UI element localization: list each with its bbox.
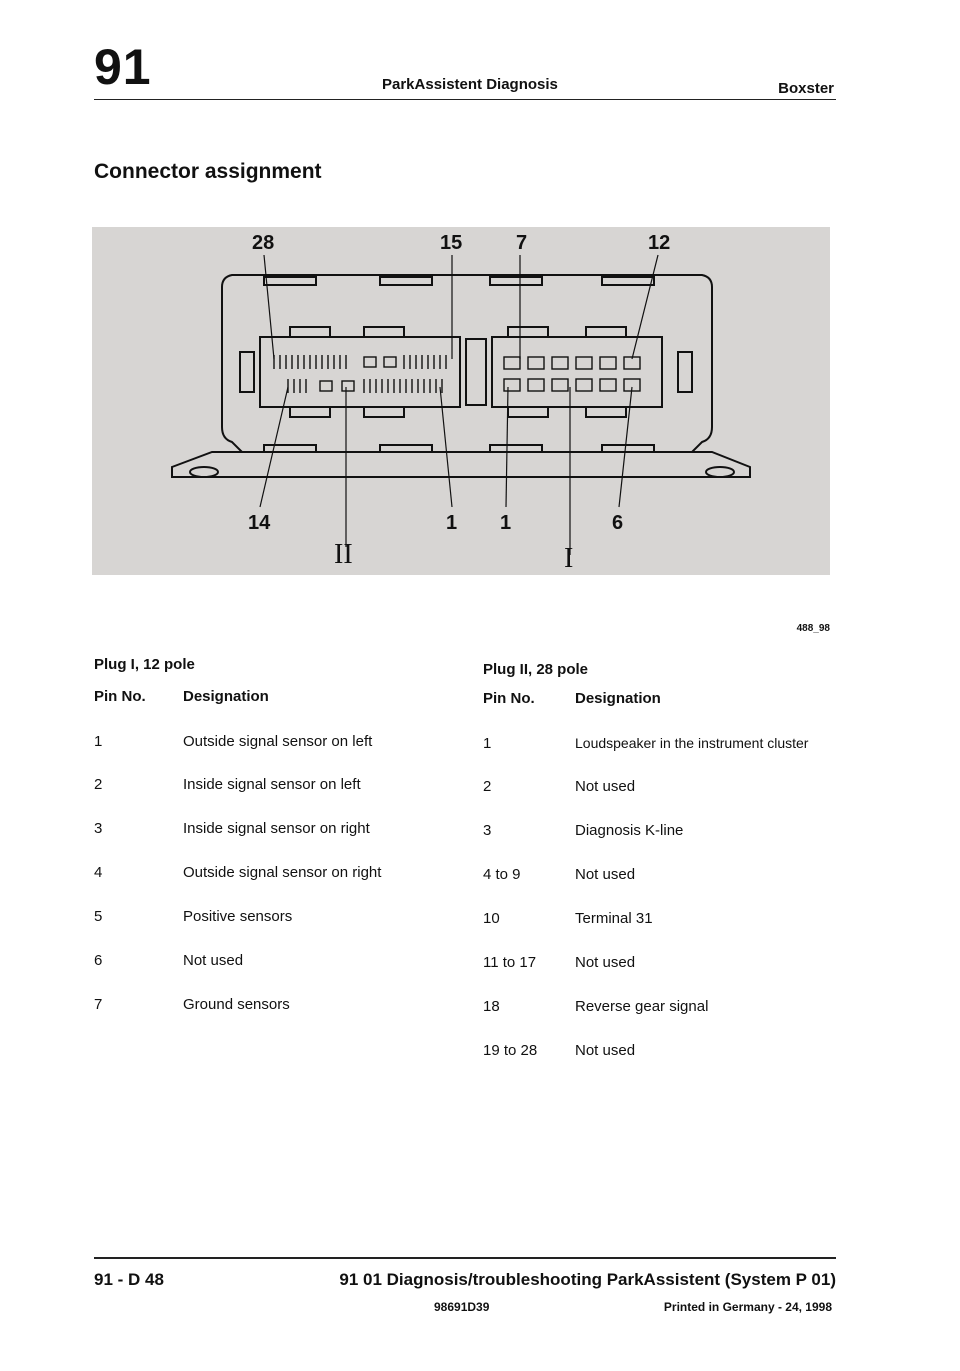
page-header-title: ParkAssistent Diagnosis bbox=[382, 76, 558, 93]
table-row-designation: Not used bbox=[575, 778, 636, 795]
table-row-designation: Terminal 31 bbox=[575, 910, 653, 927]
section-number: 91 bbox=[94, 39, 152, 95]
table-row-designation: Positive sensors bbox=[183, 908, 293, 925]
plug2-col-designation: Designation bbox=[575, 690, 661, 707]
callout-15: 15 bbox=[440, 232, 463, 254]
callout-28: 28 bbox=[252, 232, 275, 254]
table-row-designation: Not used bbox=[575, 954, 636, 971]
plug2-col-pin: Pin No. bbox=[483, 690, 535, 707]
table-row-designation: Inside signal sensor on right bbox=[183, 820, 370, 837]
callout-1-plug2: 1 bbox=[446, 512, 458, 534]
footer-chapter: 91 01 Diagnosis/troubleshooting ParkAssistent (System P 01) bbox=[339, 1270, 836, 1289]
page-number: 91 - D 48 bbox=[94, 1270, 164, 1289]
table-row-designation: Outside signal sensor on left bbox=[183, 733, 373, 750]
plug1-title: Plug I, 12 pole bbox=[94, 656, 195, 673]
callout-6: 6 bbox=[612, 512, 624, 534]
print-info: Printed in Germany - 24, 1998 bbox=[663, 1300, 832, 1314]
table-row-pin: 1 bbox=[483, 735, 492, 752]
table-row-pin: 2 bbox=[94, 776, 103, 793]
table-row-designation: Ground sensors bbox=[183, 996, 290, 1013]
plug1-col-pin: Pin No. bbox=[94, 688, 146, 705]
table-row-designation: Inside signal sensor on left bbox=[183, 776, 361, 793]
table-row-designation: Not used bbox=[575, 1042, 636, 1059]
section-title: Connector assignment bbox=[94, 160, 322, 183]
footer-divider bbox=[94, 1257, 836, 1259]
figure-reference: 488_98 bbox=[796, 623, 830, 634]
document-code: 98691D39 bbox=[434, 1300, 490, 1314]
table-row-pin: 6 bbox=[94, 952, 103, 969]
table-row-pin: 5 bbox=[94, 908, 103, 925]
plug1-col-designation: Designation bbox=[183, 688, 269, 705]
callout-14: 14 bbox=[248, 512, 271, 534]
plug-marker-I: I bbox=[564, 543, 574, 574]
plug2-title: Plug II, 28 pole bbox=[483, 661, 589, 678]
model-name: Boxster bbox=[778, 80, 834, 97]
plug-marker-II: II bbox=[334, 539, 353, 570]
table-row-pin: 19 to 28 bbox=[483, 1042, 538, 1059]
callout-7: 7 bbox=[516, 232, 528, 254]
table-row-designation: Not used bbox=[183, 952, 244, 969]
table-row-designation: Not used bbox=[575, 866, 636, 883]
table-row-designation: Loudspeaker in the instrument cluster bbox=[575, 735, 809, 751]
table-row-pin: 18 bbox=[483, 998, 500, 1015]
callout-12: 12 bbox=[648, 232, 671, 254]
connector-figure bbox=[92, 227, 830, 575]
table-row-designation: Diagnosis K-line bbox=[575, 822, 684, 839]
table-row-designation: Reverse gear signal bbox=[575, 998, 709, 1015]
table-row-pin: 7 bbox=[94, 996, 103, 1013]
table-row-pin: 10 bbox=[483, 910, 500, 927]
callout-1-plug1: 1 bbox=[500, 512, 512, 534]
table-row-pin: 3 bbox=[483, 822, 492, 839]
table-row-pin: 1 bbox=[94, 733, 103, 750]
table-row-pin: 11 to 17 bbox=[483, 954, 537, 971]
connector-diagram bbox=[92, 227, 830, 575]
table-row-pin: 3 bbox=[94, 820, 103, 837]
table-row-pin: 4 bbox=[94, 864, 103, 881]
table-row-designation: Outside signal sensor on right bbox=[183, 864, 382, 881]
table-row-pin: 2 bbox=[483, 778, 492, 795]
header-divider bbox=[94, 99, 836, 100]
table-row-pin: 4 to 9 bbox=[483, 866, 521, 883]
